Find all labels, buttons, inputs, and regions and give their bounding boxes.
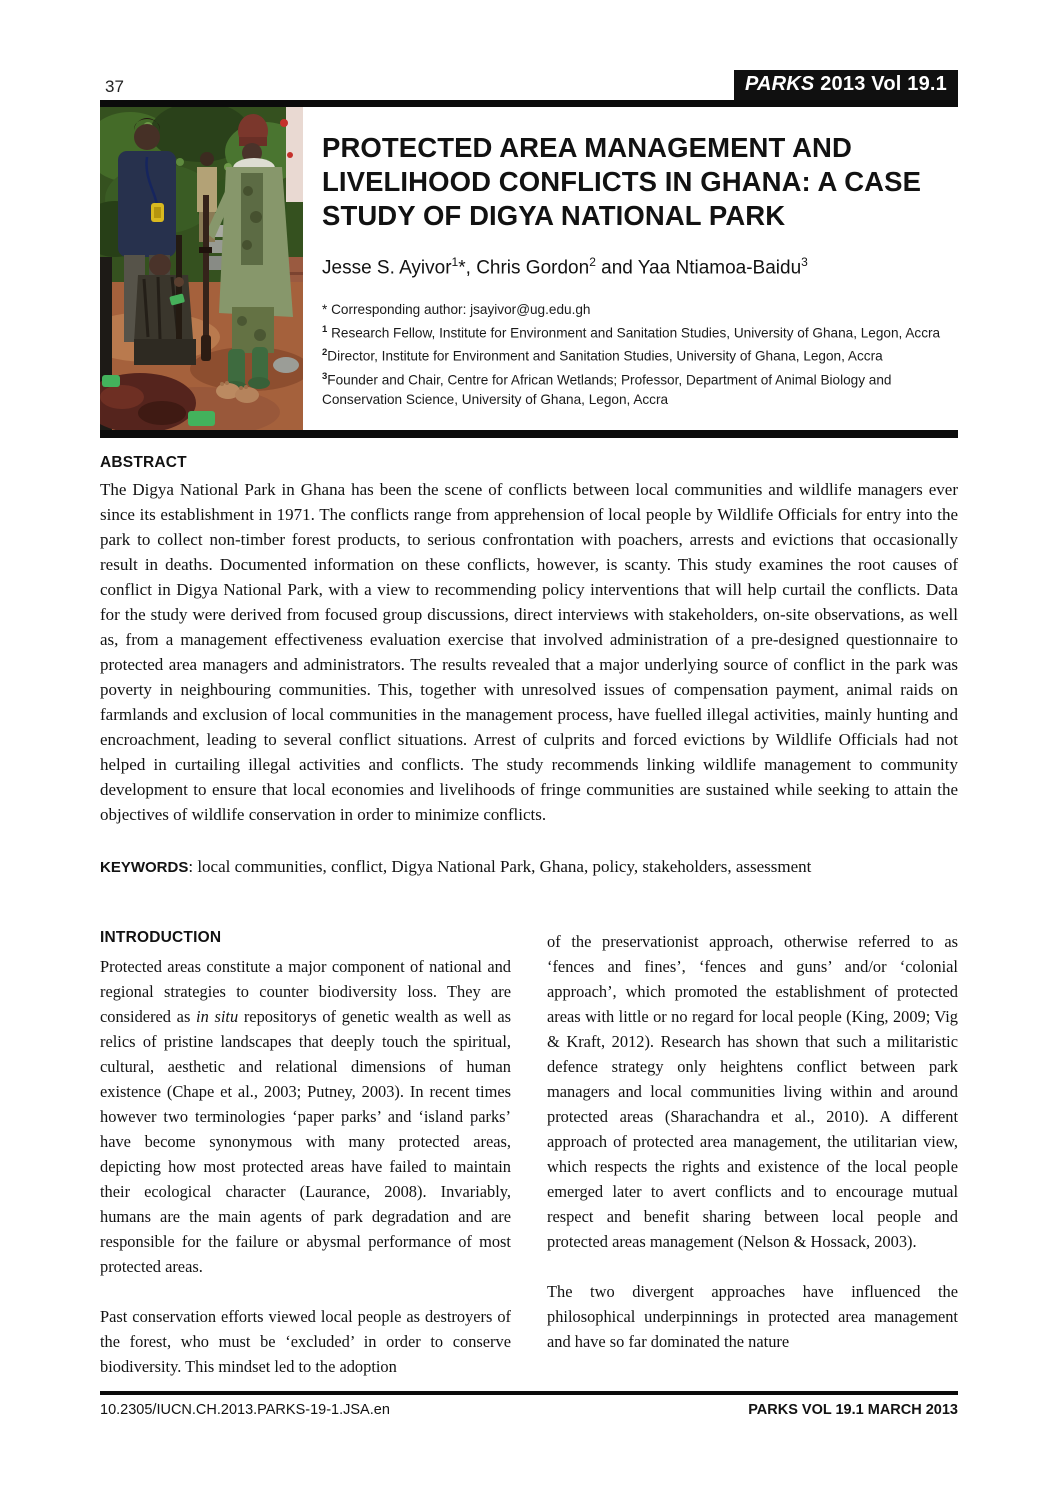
article-title-line-1: PROTECTED AREA MANAGEMENT AND [322,132,852,163]
keywords-text: local communities, conflict, Digya National Park, Ghana, policy, stakeholders, assessment [197,857,812,876]
author-3-affiliation-mark: 3 [801,255,808,269]
abstract-heading: ABSTRACT [100,454,187,471]
abstract-body: The Digya National Park in Ghana has been the scene of conflicts between local communities and wildlife managers ever since its establishment in 1971. The conflicts range from apprehension of local people by Wildlife Officials for entry into the park to collect non-timber forest products, to serious confrontation with poachers, arrests and evictions that occasionally result in deaths. Documented information on these conflicts, however, is scanty. This study examines the root causes of conflict in Digya National Park, with a view to recommending policy interventions that will help curtail the conflicts. Data for the study were derived from focused group discussions, direct interviews with stakeholders, on-site observations, as well as, from a management effectiveness evaluation exercise that involved administration of a pre-designed questionnaire to protected area managers and administrators. The results revealed that a major underlying source of conflict in the park was poverty in neighbouring communities. This, together with unresolved issues of compensation payment, animal raids on farmlands and exclusion of local communities in the management process, have fuelled illegal activities, mainly hunting and encroachment, leading to several conflict situations. Arrest of culprits and forced evictions by Wildlife Officials had not helped in curtailing illegal activities and conflicts. The study recommends linking wildlife management to community development to ensure that local economies and livelihoods of fringe communities are sustained while seeking to attain the objectives of wildlife conservation in order to minimize conflicts. [100,480,958,824]
page-header [100,0,958,107]
corresponding-author-marker: * [322,302,328,318]
author-1-affiliation-mark: 1 [451,255,459,269]
section-divider-bar [100,430,958,438]
keywords-label: KEYWORDS [100,859,189,876]
author-joiner: and [595,257,638,279]
abstract-section [100,454,958,827]
author-line [322,255,958,279]
affiliation-2 [322,343,958,366]
introduction-section [100,929,958,1379]
doi-text: 10.2305/IUCN.CH.2013.PARKS-19-1.JSA.en [100,1402,390,1418]
affiliation-3 [322,367,958,410]
affiliation-3-text: Founder and Chair, Centre for African Wetlands; Professor, Department of Animal Biology and Conservation Science, University of Ghana, Legon, Accra [322,372,892,408]
keywords-line [100,857,958,877]
affiliation-3-marker: 3 [322,370,328,382]
header-rule [100,100,958,107]
introduction-paragraph-4: The two divergent approaches have influenced the philosophical underpinnings in protected area management and have so far dominated the nature [547,1282,958,1351]
affiliations [322,300,958,410]
masthead [100,107,958,430]
affiliation-1 [322,320,958,343]
affiliation-2-text: Director, Institute for Environment and Sanitation Studies, University of Ghana, Legon, Accra [327,348,883,364]
page-footer [100,1391,958,1418]
introduction-paragraph-1 [100,954,511,1279]
article-title-line-3: STUDY OF DIGYA NATIONAL PARK [322,200,786,231]
author-2: Chris Gordon [476,257,590,279]
author-1-suffix: *, [458,257,477,279]
article-photo [100,107,303,430]
affiliation-1-text: Research Fellow, Institute for Environment and Sanitation Studies, University of Ghana, Legon, Accra [327,325,941,341]
introduction-paragraph-1-italic: in situ [196,1007,239,1026]
introduction-left-column [100,929,511,1379]
journal-banner [734,70,958,100]
introduction-right-column [547,929,958,1379]
introduction-paragraph-2: Past conservation efforts viewed local people as destroyers of the forest, who must be ‘excluded’ in order to conserve biodiversity. This mindset led to the adoption [100,1307,511,1376]
corresponding-author-line [322,300,958,320]
page-number: 37 [105,77,124,96]
journal-name: PARKS [744,73,815,95]
author-3: Yaa Ntiamoa-Baidu [637,257,802,279]
author-1: Jesse S. Ayivor [322,257,452,279]
corresponding-author-text: Corresponding author: jsayivor@ug.edu.gh [327,302,591,318]
author-2-affiliation-mark: 2 [589,255,596,269]
article-title-line-2: LIVELIHOOD CONFLICTS IN GHANA: A CASE [322,166,922,197]
introduction-paragraph-1-post: repositorys of genetic wealth as well as relics of pristine landscapes that deeply touch the spiritual, cultural, aesthetic and relational dimensions of human existence (Chape et al., 2003; Putney, 2003). In recent times however two terminologies ‘paper parks’ and ‘island parks’ have become synonymous with many protected areas, depicting how most protected areas have failed to maintain their ecological character (Laurance, 2008). Invariably, humans are the main agents of park degradation and are responsible for the failure or abysmal performance of most protected areas. [100,1007,511,1276]
affiliation-1-marker: 1 [322,324,328,336]
introduction-paragraph-3: of the preservationist approach, otherwise referred to as ‘fences and fines’, ‘fences and guns’ and/or ‘colonial approach’, which promoted the establishment of protected areas with little or no regard for local people (King, 2009; Vig & Kraft, 2012). Research has shown that such a militaristic defence strategy only heightens conflict between park managers and local communities living within and around protected areas (Sharachandra et al., 2010). A different approach of protected area management, the utilitarian view, which respects the rights and existence of the local people emerged later to avert conflicts and to encourage mutual respect and benefit sharing between local people and protected areas management (Nelson & Hossack, 2003). [547,932,958,1251]
affiliation-2-marker: 2 [322,347,328,359]
journal-issue: 2013 Vol 19.1 [814,73,947,95]
footer-journal-volume: PARKS VOL 19.1 MARCH 2013 [748,1402,958,1418]
article-title [322,131,958,233]
introduction-paragraph-1-pre: Protected areas constitute a major component of national and regional strategies to counter biodiversity loss. They are considered as [100,957,511,1026]
title-block [322,107,958,430]
introduction-heading: INTRODUCTION [100,929,222,946]
wildlife-officials-photo-illustration [100,107,303,430]
keywords-separator: : [188,857,198,876]
